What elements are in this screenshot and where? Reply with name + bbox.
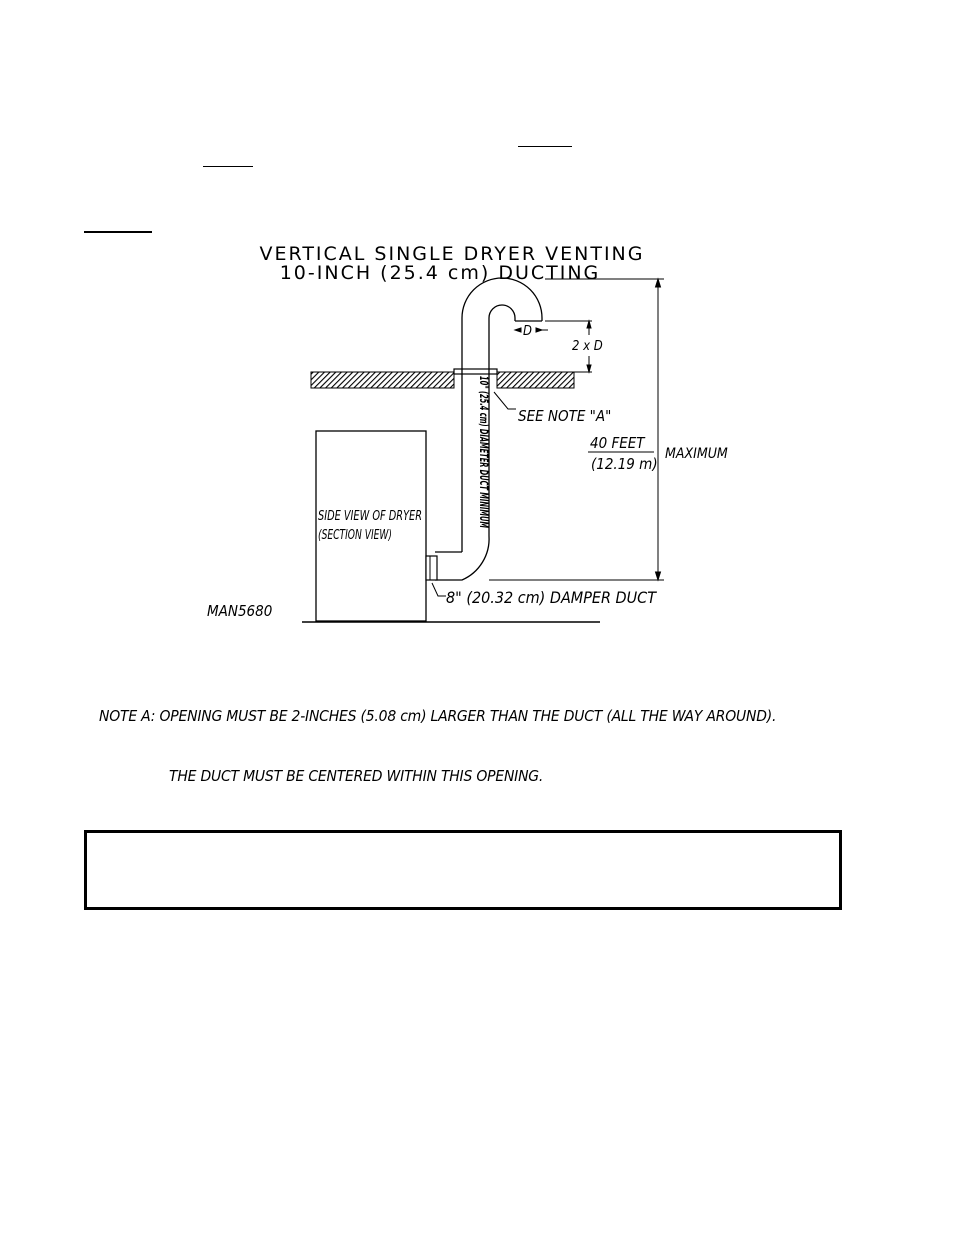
- damper-duct-label: 8" (20.32 cm) DAMPER DUCT: [446, 588, 657, 607]
- dryer-label-line1: SIDE VIEW OF DRYER: [318, 509, 422, 524]
- dryer-cabinet: [316, 431, 426, 621]
- damper-leader: [432, 583, 446, 596]
- height-feet-label: 40 FEET: [590, 434, 645, 452]
- damper-duct: [426, 556, 437, 580]
- diagram-title-line2: 10-INCH (25.4 cm) DUCTING: [279, 262, 601, 284]
- height-metric-label: (12.19 m): [591, 455, 658, 473]
- see-note-leader: [494, 392, 516, 409]
- dryer-label-line2: (SECTION VIEW): [318, 528, 392, 543]
- height-maximum-label: MAXIMUM: [665, 446, 728, 462]
- note-a-line2: THE DUCT MUST BE CENTERED WITHIN THIS OPENING.: [169, 767, 544, 785]
- dimension-height: [489, 279, 664, 580]
- duct-size-label: 10" (25.4 cm) DIAMETER DUCT MINIMUM: [477, 376, 491, 613]
- drawing-number: MAN5680: [207, 602, 273, 620]
- note-a: [99, 666, 776, 806]
- diagram-title-line1: VERTICAL SINGLE DRYER VENTING: [259, 243, 645, 265]
- roof-opening-collar: [454, 369, 497, 374]
- note-a-line1: NOTE A: OPENING MUST BE 2-INCHES (5.08 cm) LARGER THAN THE DUCT (ALL THE WAY AROUND).: [99, 707, 777, 725]
- dimension-2xd-label: 2 x D: [572, 339, 603, 354]
- notice-box: [84, 830, 842, 910]
- roof-slab: [311, 372, 574, 388]
- see-note-label: SEE NOTE "A": [518, 407, 612, 425]
- dimension-d-label: D: [523, 324, 533, 339]
